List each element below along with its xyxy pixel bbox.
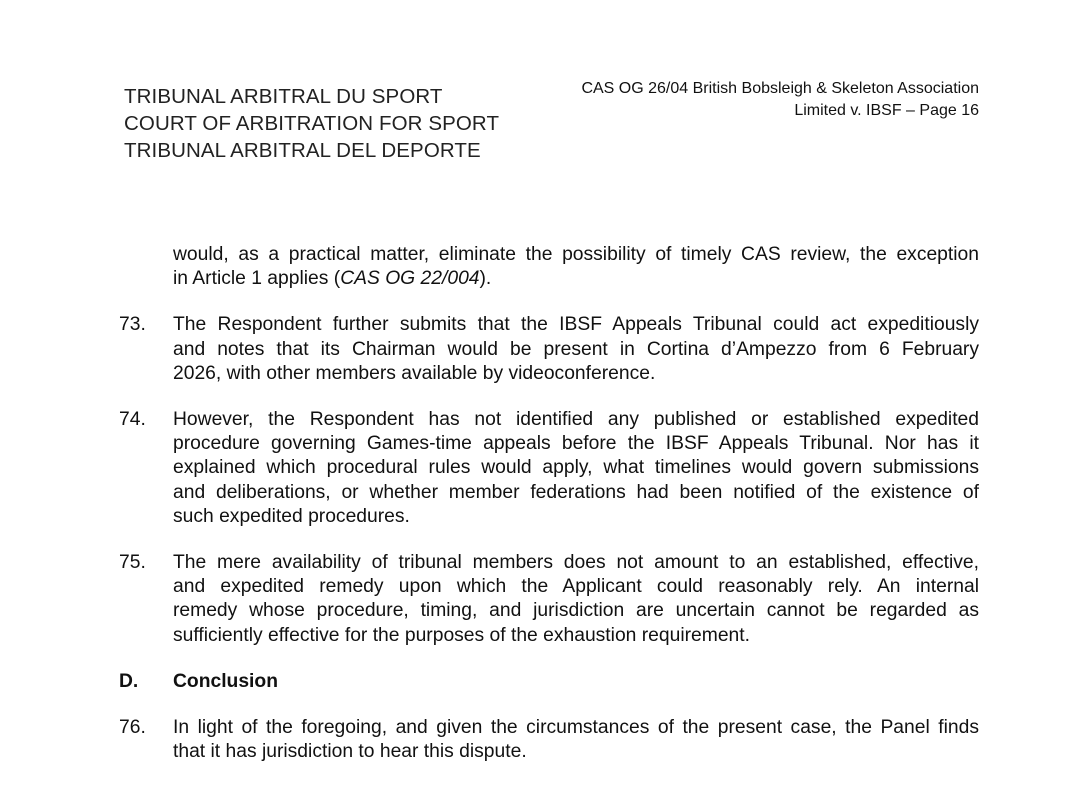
paragraph-line: that it has jurisdiction to hear this dispute. bbox=[173, 741, 527, 763]
section-title: Conclusion bbox=[173, 670, 278, 692]
continuation-line-2-prefix: in Article 1 applies ( bbox=[173, 268, 341, 290]
section-heading bbox=[0, 670, 1080, 694]
case-citation: CAS OG 22/004 bbox=[340, 268, 480, 290]
paragraph-line: remedy whose procedure, timing, and jurisdiction are uncertain cannot be regarded as bbox=[173, 600, 979, 622]
court-name-spanish: TRIBUNAL ARBITRAL DEL DEPORTE bbox=[124, 139, 481, 162]
paragraph-line: procedure governing Games-time appeals before the IBSF Appeals Tribunal. Nor has it bbox=[173, 433, 979, 455]
paragraph-number: 73. bbox=[119, 314, 146, 336]
paragraph-line: sufficiently effective for the purposes of the exhaustion requirement. bbox=[173, 624, 750, 646]
paragraph-line: such expedited procedures. bbox=[173, 505, 410, 527]
continuation-line-1: would, as a practical matter, eliminate the possibility of timely CAS review, the exception bbox=[173, 244, 979, 265]
paragraph-line: and notes that its Chairman would be present in Cortina d’Ampezzo from 6 February bbox=[173, 338, 979, 360]
continuation-line-2-suffix: ). bbox=[479, 268, 492, 290]
paragraph-73 bbox=[0, 313, 1080, 386]
paragraph-line: In light of the foregoing, and given the circumstances of the present case, the Panel finds bbox=[173, 717, 979, 739]
paragraph-number: 74. bbox=[119, 409, 146, 431]
document-body bbox=[0, 243, 1080, 786]
paragraph-line: and expedited remedy upon which the Applicant could reasonably rely. An internal bbox=[173, 576, 979, 598]
paragraph-line: and deliberations, or whether member federations had been notified of the existence of bbox=[173, 481, 979, 503]
case-reference-line-1: CAS OG 26/04 British Bobsleigh & Skeleton Association bbox=[581, 80, 979, 97]
court-name-block bbox=[124, 83, 499, 164]
paragraph-74 bbox=[0, 408, 1080, 529]
paragraph-75 bbox=[0, 551, 1080, 648]
paragraph-line: The mere availability of tribunal members does not amount to an established, effective, bbox=[173, 552, 979, 574]
paragraph-76 bbox=[0, 716, 1080, 764]
section-letter: D. bbox=[119, 670, 139, 692]
paragraph-line: The Respondent further submits that the IBSF Appeals Tribunal could act expeditiously bbox=[173, 314, 979, 336]
continuation-paragraph bbox=[0, 243, 1080, 291]
case-reference-header bbox=[581, 78, 979, 122]
paragraph-number: 76. bbox=[119, 717, 146, 739]
continuation-line-2 bbox=[173, 267, 979, 291]
paragraph-number: 75. bbox=[119, 552, 146, 574]
court-name-english: COURT OF ARBITRATION FOR SPORT bbox=[124, 112, 500, 135]
paragraph-line: 2026, with other members available by videoconference. bbox=[173, 362, 656, 384]
paragraph-line: However, the Respondent has not identified any published or established expedited bbox=[173, 409, 979, 431]
case-reference-line-2: Limited v. IBSF – Page 16 bbox=[794, 102, 979, 119]
court-name-french: TRIBUNAL ARBITRAL DU SPORT bbox=[124, 85, 443, 108]
paragraph-line: explained which procedural rules would apply, what timelines would govern submissions bbox=[173, 457, 979, 479]
